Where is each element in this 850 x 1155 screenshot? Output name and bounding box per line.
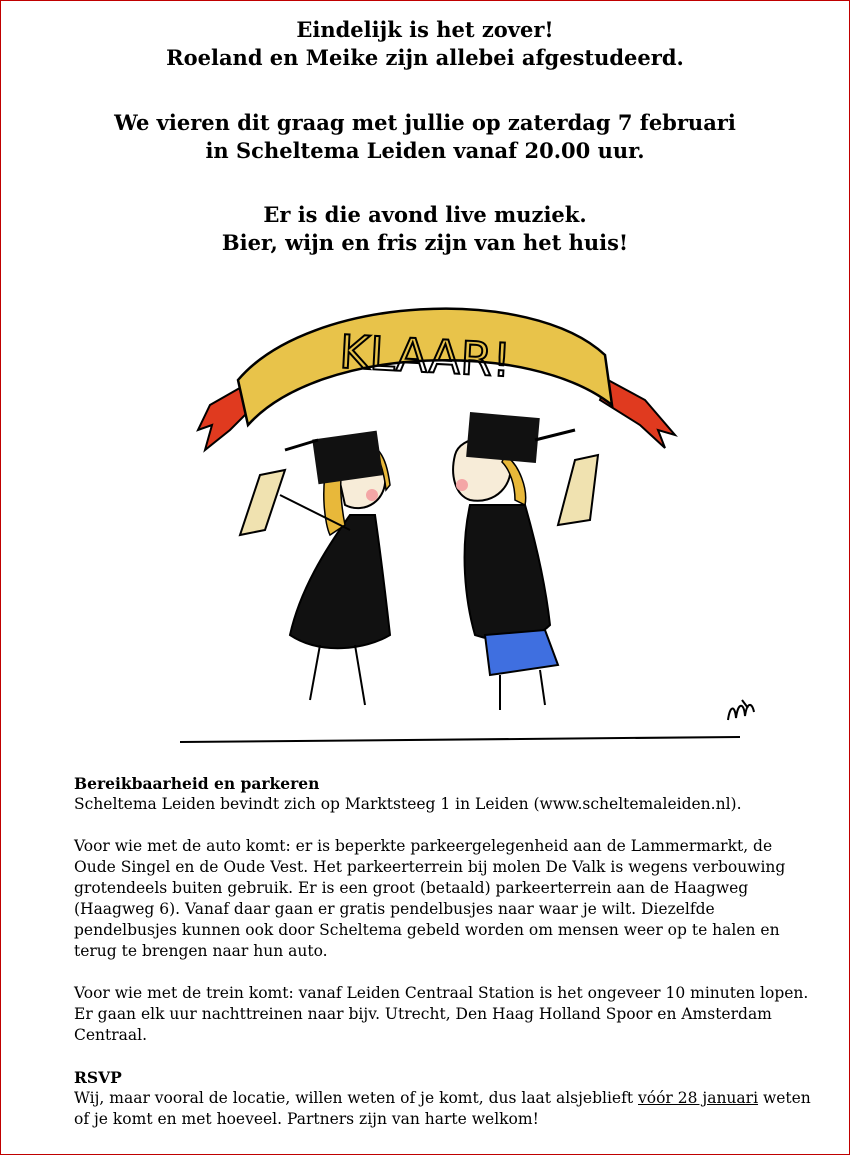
access-title: Bereikbaarheid en parkeren <box>74 774 320 793</box>
drinks-heading <box>0 201 850 257</box>
artist-signature <box>728 700 754 720</box>
access-train: Voor wie met de trein komt: vanaf Leiden Centraal Station is het ongeveer 10 minuten lopen. Er gaan elk uur nachttreinen naar bijv. Utrecht, Den Haag Holland Spoor en Amsterdam Centraal. <box>74 984 809 1044</box>
graduation-illustration <box>150 290 760 750</box>
heading-line-3: We vieren dit graag met jullie op zaterdag 7 februari <box>114 110 736 135</box>
ribbon-right <box>600 380 675 448</box>
access-car: Voor wie met de auto komt: er is beperkte parkeergelegenheid aan de Lammermarkt, de Oude Singel en de Oude Vest. Het parkeerterrein bij molen De Valk is wegens verbouwing grotendeels buiten gebruik. Er is een groot (betaald) parkeerterrein aan de Haagweg (Haagweg 6). Vanaf daar gaan er gratis pendelbusjes naar waar je wilt. Diezelfde pendelbusjes kunnen ook door Scheltema gebeld worden om mensen weer op te halen en terug te brengen naar hun auto. <box>74 837 786 960</box>
rsvp-deadline: vóór 28 januari <box>638 1089 759 1107</box>
right-cheek <box>456 479 468 491</box>
heading-line-5: Er is die avond live muziek. <box>263 202 587 227</box>
right-gown <box>465 505 550 640</box>
date-heading <box>0 109 850 165</box>
right-tassel <box>535 430 575 440</box>
right-leg-2 <box>540 670 545 705</box>
ground-line <box>180 737 740 742</box>
announcement-heading <box>0 16 850 72</box>
left-leg-2 <box>355 645 365 705</box>
left-cap <box>312 431 383 485</box>
heading-line-6: Bier, wijn en fris zijn van het huis! <box>221 230 629 255</box>
rsvp-text <box>74 1088 814 1130</box>
access-address: Scheltema Leiden bevindt zich op Marktsteeg 1 in Leiden (www.scheltemaleiden.nl). <box>74 795 742 813</box>
left-diploma <box>240 470 285 535</box>
right-diploma <box>558 455 598 525</box>
access-section <box>74 773 814 1130</box>
left-cheek <box>366 489 378 501</box>
rsvp-text-after: weten of je komt en met hoeveel. Partners zijn van harte welkom! <box>74 1089 811 1128</box>
heading-line-4: in Scheltema Leiden vanaf 20.00 uur. <box>205 138 645 163</box>
right-cap <box>466 412 540 463</box>
heading-line-2: Roeland en Meike zijn allebei afgestudeerd. <box>166 45 684 70</box>
banner-text: KLAAR! <box>338 324 513 388</box>
rsvp-text-before: Wij, maar vooral de locatie, willen weten of je komt, dus laat alsjeblieft <box>74 1089 638 1107</box>
rsvp-title: RSVP <box>74 1068 122 1087</box>
heading-line-1: Eindelijk is het zover! <box>296 17 554 42</box>
left-gown <box>290 515 390 648</box>
right-pants <box>485 630 558 675</box>
left-leg-1 <box>310 645 320 700</box>
